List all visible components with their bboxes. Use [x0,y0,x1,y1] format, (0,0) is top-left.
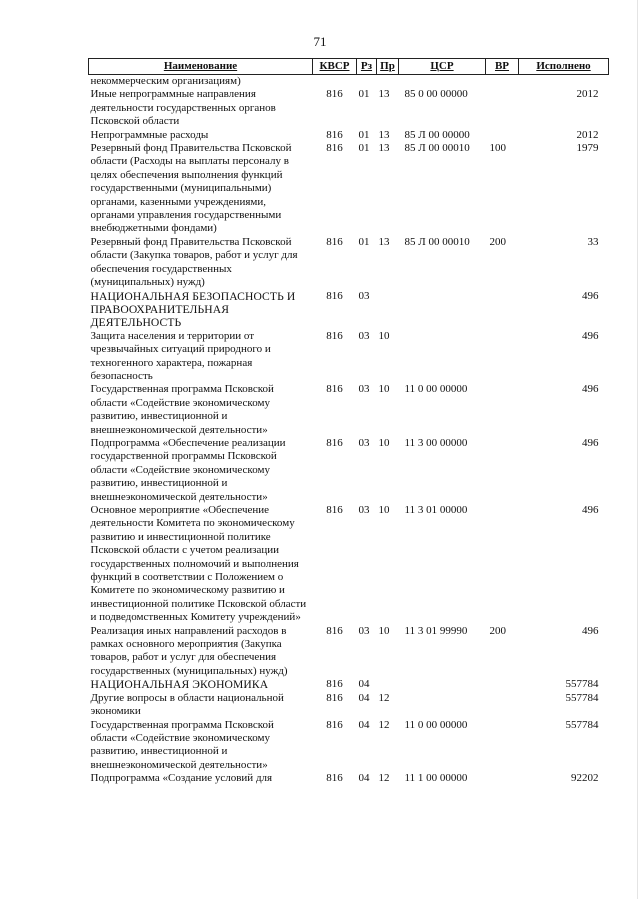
cell-name: Государственная программа Псковской области «Содействие экономическому развитию, инвестиционной и внешнеэкономической деятельности» [90,383,274,436]
cell-vr [486,772,519,785]
table-row [89,719,609,773]
cell-kvsr [313,75,357,89]
cell-vr [486,290,519,330]
cell-kvsr: 816 [326,772,343,785]
page-number: 71 [313,34,327,49]
cell-name: НАЦИОНАЛЬНАЯ ЭКОНОМИКА [90,678,269,692]
cell-pr: 10 [378,383,390,396]
cell-vr [486,692,519,719]
cell-name: Подпрограмма «Обеспечение реализации государственной программы Псковской области «Содействие экономическому развитию, инвестиционной и внешнеэкономической деятельности» [90,436,286,503]
cell-rz: 03 [358,329,370,342]
cell-csr [399,290,486,330]
table-row [89,437,609,504]
cell-pr [377,678,399,691]
header-vr: ВР [486,59,519,75]
cell-rz: 04 [358,678,370,691]
cell-pr: 10 [378,329,390,342]
cell-csr [399,330,486,384]
cell-csr: 11 0 00 00000 [404,383,468,396]
cell-rz: 01 [358,128,370,141]
header-rz: Рз [357,59,377,75]
cell-pr: 12 [378,691,390,704]
cell-csr: 11 0 00 00000 [404,718,468,731]
cell-kvsr: 816 [326,691,343,704]
cell-name: Реализация иных направлений расходов в рамках основного мероприятия (Закупка товаров, работ и услуг для обеспечения государственных (муниципальных) нужд) [90,624,288,677]
cell-rz: 04 [358,718,370,731]
cell-name: Иные непрограммные направления деятельности государственных органов Псковской области [90,88,276,128]
cell-rz: 04 [358,691,370,704]
table-row [89,692,609,719]
cell-vr [486,719,519,773]
cell-vr [486,75,519,89]
cell-executed: 496 [582,289,599,302]
cell-rz [357,75,377,89]
cell-name: Резервный фонд Правительства Псковской области (Закупка товаров, работ и услуг для обеспечения государственных (муниципальных) нужд) [90,235,298,289]
cell-csr: 85 Л 00 00010 [404,142,470,155]
cell-kvsr: 816 [326,383,343,396]
cell-executed [519,75,609,89]
table-row [89,236,609,290]
cell-vr: 200 [489,235,506,248]
cell-name: Другие вопросы в области национальной экономики [90,691,284,718]
cell-kvsr: 816 [326,235,343,248]
cell-rz: 01 [358,88,370,101]
cell-name: НАЦИОНАЛЬНАЯ БЕЗОПАСНОСТЬ И ПРАВООХРАНИТЕЛЬНАЯ ДЕЯТЕЛЬНОСТЬ [90,289,296,330]
cell-kvsr: 816 [326,678,343,691]
cell-pr [377,290,399,330]
cell-csr [399,692,486,719]
cell-kvsr: 816 [326,624,343,637]
cell-kvsr: 816 [326,289,343,302]
cell-pr: 13 [378,142,390,155]
table-row [89,330,609,384]
cell-csr [399,75,486,89]
cell-csr: 11 3 01 99990 [404,624,468,637]
cell-executed: 557784 [565,691,599,704]
table-row [89,129,609,142]
header-pr: Пр [377,59,399,75]
cell-pr: 10 [378,436,390,449]
cell-pr: 12 [378,718,390,731]
table-header-row [89,59,609,75]
cell-executed: 2012 [576,88,599,101]
cell-vr [486,383,519,437]
table-row [89,290,609,330]
cell-vr [486,437,519,504]
table-row [89,678,609,691]
cell-executed: 33 [587,235,599,248]
cell-executed: 496 [582,624,599,637]
cell-kvsr: 816 [326,88,343,101]
table-row [89,75,609,89]
cell-rz: 03 [358,289,370,302]
header-csr: ЦСР [399,59,486,75]
cell-executed: 1979 [576,142,599,155]
cell-kvsr: 816 [326,142,343,155]
cell-executed: 496 [582,436,599,449]
cell-rz: 03 [358,504,370,516]
cell-kvsr: 816 [326,329,343,342]
cell-name: Защита населения и территории от чрезвычайных ситуаций природного и техногенного характера, пожарная безопасность [90,329,271,382]
cell-vr: 200 [489,624,506,637]
budget-table [88,58,609,786]
cell-pr: 10 [378,624,390,637]
table-body [89,75,609,786]
table-row [89,625,609,679]
cell-name: Подпрограмма «Создание условий для [90,772,273,785]
header-name: Наименование [89,59,313,75]
cell-pr: 12 [378,772,390,785]
cell-csr [399,678,486,691]
cell-rz: 01 [358,142,370,155]
cell-csr: 11 3 01 00000 [404,504,468,516]
scan-edge-line [637,0,638,899]
cell-pr: 13 [378,128,390,141]
cell-csr: 85 0 00 00000 [404,88,468,101]
table-row [89,772,609,785]
cell-executed: 496 [582,383,599,396]
cell-vr [486,330,519,384]
cell-pr: 10 [378,504,390,516]
header-executed: Исполнено [519,59,609,75]
table-row [89,142,609,236]
cell-name: некоммерческим организациям) [90,75,241,87]
cell-executed: 496 [582,329,599,342]
cell-pr: 13 [378,235,390,248]
cell-vr: 100 [489,142,506,155]
cell-kvsr: 816 [326,718,343,731]
header-kvsr: КВСР [313,59,357,75]
cell-csr: 85 Л 00 00010 [404,235,470,248]
cell-executed: 92202 [571,772,599,785]
table-row [89,504,609,625]
cell-kvsr: 816 [326,128,343,141]
cell-name: Резервный фонд Правительства Псковской области (Расходы на выплаты персоналу в целях обеспечения выполнения функций государственными (муниципальными) органами, казенными учреждениями, органами управления государственными внебюджетными фондами) [90,142,292,235]
cell-rz: 04 [358,772,370,785]
table-row [89,383,609,437]
table-row [89,88,609,128]
cell-vr [486,504,519,625]
cell-vr [486,88,519,128]
cell-csr: 85 Л 00 00000 [404,128,470,141]
cell-rz: 01 [358,235,370,248]
cell-executed: 2012 [576,128,599,141]
cell-rz: 03 [358,624,370,637]
cell-vr [486,129,519,142]
cell-executed: 557784 [565,678,599,691]
cell-name: Основное мероприятие «Обеспечение деятельности Комитета по экономическому развитию и инвестиционной политике Псковской области с учетом реализации государственных полномочий и выполнения функций в соответствии с Положением о Комитете по экономическому развитию и инвестиционной политике Псковской области и подведомственных Комитету учреждений» [90,504,307,624]
cell-name: Непрограммные расходы [90,128,209,141]
cell-vr [486,678,519,691]
cell-pr: 13 [378,88,390,101]
cell-executed: 496 [582,504,599,516]
cell-pr [377,75,399,89]
cell-executed: 557784 [565,718,599,731]
cell-rz: 03 [358,383,370,396]
cell-csr: 11 1 00 00000 [404,772,468,785]
cell-csr: 11 3 00 00000 [404,436,468,449]
cell-rz: 03 [358,436,370,449]
cell-kvsr: 816 [326,504,343,516]
cell-kvsr: 816 [326,436,343,449]
cell-name: Государственная программа Псковской области «Содействие экономическому развитию, инвестиционной и внешнеэкономической деятельности» [90,718,274,771]
